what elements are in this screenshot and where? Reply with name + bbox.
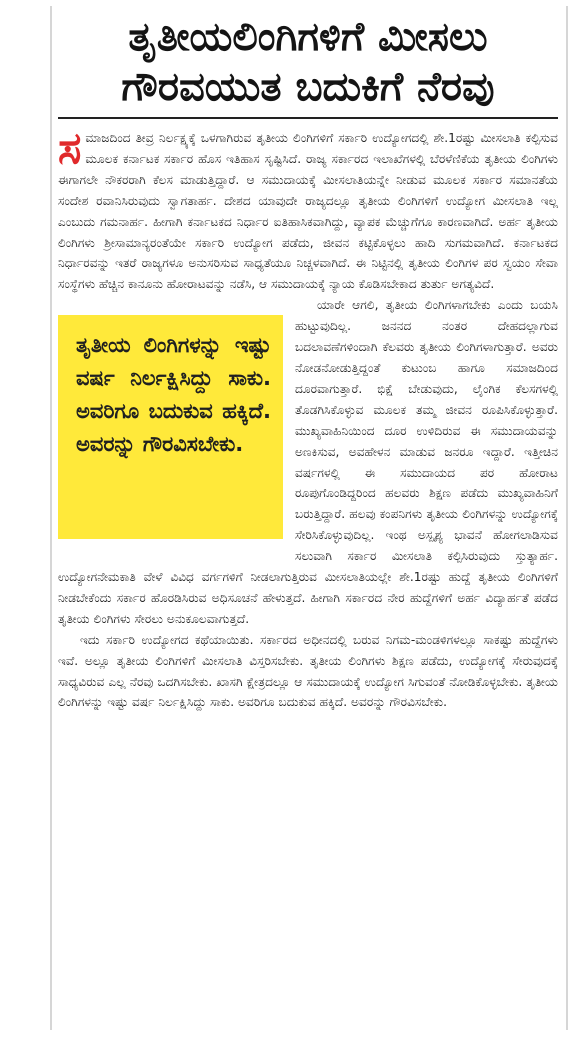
pull-quote-text: ತೃತೀಯ ಲಿಂಗಿಗಳನ್ನು ಇಷ್ಟು ವರ್ಷ ನಿರ್ಲಕ್ಷಿಸಿದ್ದು ಸಾಕು. ಅವರಿಗೂ ಬದುಕುವ ಹಕ್ಕಿದೆ. ಅವರನ್ನು ಗೌರವಿಸಬೇಕು. (76, 333, 271, 457)
paragraph-3: ಇದು ಸರ್ಕಾರಿ ಉದ್ಯೋಗದ ಕಥೆಯಾಯಿತು. ಸರ್ಕಾರದ ಅಧೀನದಲ್ಲಿ ಬರುವ ನಿಗಮ-ಮಂಡಳಿಗಳಲ್ಲೂ ಸಾಕಷ್ಟು ಹುದ್ದೆಗಳು ಇವೆ. ಅಲ್ಲೂ ತೃತೀಯ ಲಿಂಗಿಗಳಿಗೆ ಮೀಸಲಾತಿ ವಿಸ್ತರಿಸಬೇಕು. ತೃತೀಯ ಲಿಂಗಿಗಳು ಶಿಕ್ಷಣ ಪಡೆದು, ಉದ್ಯೋಗಕ್ಕೆ ಸೇರುವುದಕ್ಕೆ ಸಾಧ್ಯವಿರುವ ಎಲ್ಲ ನೆರವು ಒದಗಿಸಬೇಕು. ಖಾಸಗಿ ಕ್ಷೇತ್ರದಲ್ಲೂ ಆ ಸಮುದಾಯಕ್ಕೆ ಉದ್ಯೋಗ ಸಿಗುವಂತೆ ನೋಡಿಕೊಳ್ಳಬೇಕು. ತೃತೀಯ ಲಿಂಗಿಗಳನ್ನು ಇಷ್ಟು ವರ್ಷ ನಿರ್ಲಕ್ಷಿಸಿದ್ದು ಸಾಕು. ಅವರಿಗೂ ಬದುಕುವ ಹಕ್ಕಿದೆ. ಅವರನ್ನು ಗೌರವಿಸಬೇಕು. (58, 632, 558, 710)
paragraph-2: ಯಾರೇ ಆಗಲಿ, ತೃತೀಯ ಲಿಂಗಿಗಳಾಗಬೇಕು ಎಂದು ಬಯಸಿ ಹುಟ್ಟುವುದಿಲ್ಲ. ಜನನದ ನಂತರ ದೇಹದಲ್ಲಾಗುವ ಬದಲಾವಣೆಗಳಿಂದಾಗಿ ಕೆಲವರು ತೃತೀಯ ಲಿಂಗಿಗಳಾಗುತ್ತಾರೆ. ಅವರು ನೋಡನೋಡುತ್ತಿದ್ದಂತೆ ಕುಟುಂಬ ಹಾಗೂ ಸಮಾಜದಿಂದ ದೂರವಾಗುತ್ತಾರೆ. ಭಿಕ್ಷೆ ಬೇಡುವುದು, ಲೈಂಗಿಕ ಕೆಲಸಗಳಲ್ಲಿ ತೊಡಗಿಸಿಕೊಳ್ಳುವ ಮೂಲಕ ತಮ್ಮ ಜೀವನ ರೂಪಿಸಿಕೊಳ್ಳುತ್ತಾರೆ. ಮುಖ್ಯವಾಹಿನಿಯಿಂದ ದೂರ ಉಳಿದಿರುವ ಈ ಸಮುದಾಯವನ್ನು ಅಣಕಿಸುವ, ಅವಹೇಳನ ಮಾಡುವ ಜನರೂ ಇದ್ದಾರೆ. ಇತ್ತೀಚಿನ ವರ್ಷಗಳಲ್ಲಿ ಈ ಸಮುದಾಯದ ಪರ ಹೋರಾಟ ರೂಪುಗೊಂಡಿದ್ದರಿಂದ ಹಲವರು ಶಿಕ್ಷಣ ಪಡೆದು ಮುಖ್ಯವಾಹಿನಿಗೆ ಬರುತ್ತಿದ್ದಾರೆ. ಹಲವು ಕಂಪನಿಗಳು ತೃತೀಯ ಲಿಂಗಿಗಳನ್ನು ಉದ್ಯೋಗಕ್ಕೆ ಸೇರಿಸಿಕೊಳ್ಳುವುದಿಲ್ಲ. ಇಂಥ ಅಸ್ಪೃಶ್ಯ ಭಾವನೆ ಹೋಗಲಾಡಿಸುವ ಸಲುವಾಗಿ ಸರ್ಕಾರ ಮೀಸಲಾತಿ ಕಲ್ಪಿಸಿರುವುದು ಸ್ತುತ್ಯಾರ್ಹ. ಉದ್ಯೋಗನೇಮಕಾತಿ ವೇಳೆ ವಿವಿಧ ವರ್ಗಗಳಿಗೆ ನೀಡಲಾಗುತ್ತಿರುವ ಮೀಸಲಾತಿಯಲ್ಲೇ ಶೇ.1ರಷ್ಟು ಹುದ್ದೆ ತೃತೀಯ ಲಿಂಗಿಗಳಿಗೆ ನೀಡಬೇಕೆಂದು ಸರ್ಕಾರ ಹೊರಡಿಸಿರುವ ಅಧಿಸೂಚನೆ ಹೇಳುತ್ತದೆ. ಹೀಗಾಗಿ ಸರ್ಕಾರದ ನೇರ ಹುದ್ದೆಗಳಿಗೆ ಅರ್ಹ ವಿದ್ಯಾರ್ಹತೆ ಪಡೆದ ತೃತೀಯ ಲಿಂಗಿಗಳು ಸೇರಲು ಅನುಕೂಲವಾಗುತ್ತದೆ. (58, 298, 558, 626)
headline-line-2: ಗೌರವಯುತ ಬದುಕಿಗೆ ನೆರವು (121, 64, 495, 110)
headline-line-1: ತೃತೀಯಲಿಂಗಿಗಳಿಗೆ ಮೀಸಲು (128, 14, 488, 60)
paragraph-1-text: ಮಾಜದಿಂದ ತೀವ್ರ ನಿರ್ಲಕ್ಷ್ಯಕ್ಕೆ ಒಳಗಾಗಿರುವ ತೃತೀಯ ಲಿಂಗಿಗಳಿಗೆ ಸರ್ಕಾರಿ ಉದ್ಯೋಗದಲ್ಲಿ ಶೇ.1ರಷ್ಟು ಮೀಸಲಾತಿ ಕಲ್ಪಿಸುವ ಮೂಲಕ ಕರ್ನಾಟಕ ಸರ್ಕಾರ ಹೊಸ ಇತಿಹಾಸ ಸೃಷ್ಟಿಸಿದೆ. ರಾಜ್ಯ ಸರ್ಕಾರದ ಇಲಾಖೆಗಳಲ್ಲಿ ಬೆರಳೆಣಿಕೆಯ ತೃತೀಯ ಲಿಂಗಿಗಳು ಈಗಾಗಲೇ ನೌಕರರಾಗಿ ಕೆಲಸ ಮಾಡುತ್ತಿದ್ದಾರೆ. ಆ ಸಮುದಾಯಕ್ಕೆ ಮೀಸಲಾತಿಯನ್ನೇ ನೀಡುವ ಮೂಲಕ ಸರ್ಕಾರ ಸಮಾನತೆಯ ಸಂದೇಶ ರವಾನಿಸಿರುವುದು ಸ್ವಾಗತಾರ್ಹ. ದೇಶದ ಯಾವುದೇ ರಾಜ್ಯದಲ್ಲೂ ತೃತೀಯ ಲಿಂಗಿಗಳಿಗೆ ಉದ್ಯೋಗ ಮೀಸಲಾತಿ ಇಲ್ಲ ಎಂಬುದು ಗಮನಾರ್ಹ. ಹೀಗಾಗಿ ಕರ್ನಾಟಕದ ನಿರ್ಧಾರ ಐತಿಹಾಸಿಕವಾಗಿದ್ದು, ವ್ಯಾಪಕ ಮೆಚ್ಚುಗೆಗೂ ಕಾರಣವಾಗಿದೆ. ಅರ್ಹ ತೃತೀಯ ಲಿಂಗಿಗಳು ಶ್ರೀಸಾಮಾನ್ಯರಂತೆಯೇ ಸರ್ಕಾರಿ ಉದ್ಯೋಗ ಪಡೆದು, ಜೀವನ ಕಟ್ಟಿಕೊಳ್ಳಲು ಹಾದಿ ಸುಗಮವಾಗಿದೆ. ಕರ್ನಾಟಕದ ನಿರ್ಧಾರವನ್ನು ಇತರೆ ರಾಜ್ಯಗಳೂ ಅನುಸರಿಸುವ ಸಾಧ್ಯತೆಯೂ ನಿಚ್ಚಳವಾಗಿದೆ. ಈ ನಿಟ್ಟಿನಲ್ಲಿ ತೃತೀಯ ಲಿಂಗಿಗಳ ಪರ ಸ್ವಯಂ ಸೇವಾ ಸಂಸ್ಥೆಗಳು ಹೆಚ್ಚಿನ ಕಾನೂನು ಹೋರಾಟವನ್ನು ನಡೆಸಿ, ಆ ಸಮುದಾಯಕ್ಕೆ ನ್ಯಾಯ ಕೊಡಿಸಬೇಕಾದ ತುರ್ತು ಅಗತ್ಯವಿದೆ. (58, 131, 558, 292)
headline-divider (58, 117, 558, 119)
article-body (58, 123, 558, 713)
drop-cap: ಸ (58, 123, 82, 174)
headline (58, 12, 558, 112)
pull-quote-box (58, 315, 283, 539)
paragraph-1 (58, 123, 558, 295)
